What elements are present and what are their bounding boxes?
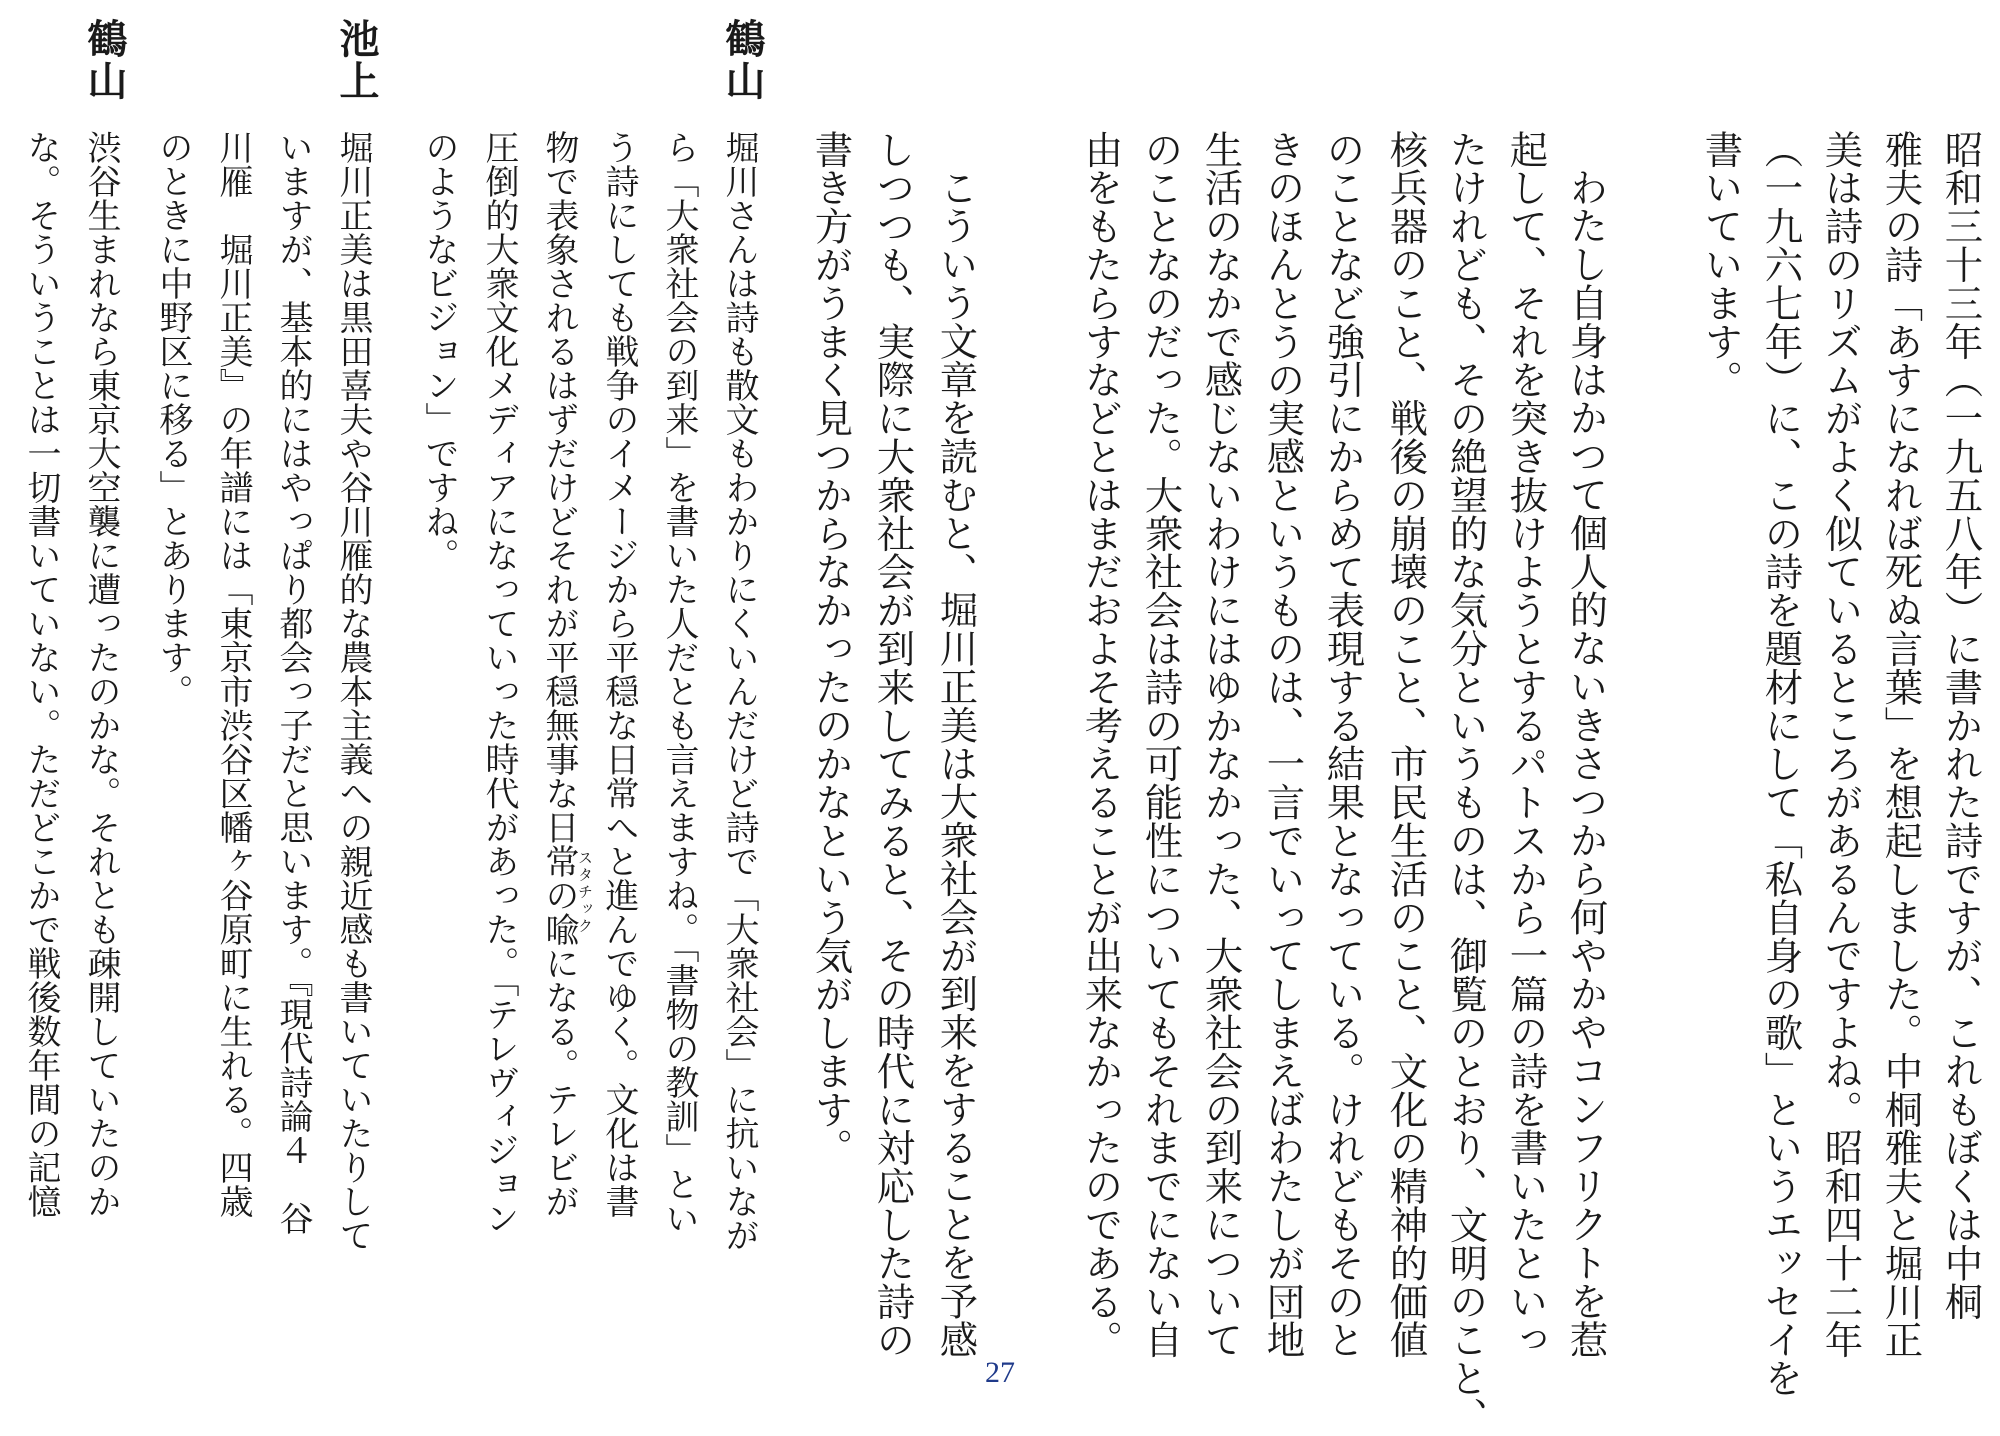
text-column: のときに中野区に移る」とあります。: [153, 130, 193, 708]
text-column: 堀川さんは詩も散文もわかりにくいんだけど詩で「大衆社会」に抗いなが: [719, 130, 759, 1252]
quote-column: のことなのだった。大衆社会は詩の可能性についてもそれまでにない自: [1137, 130, 1183, 1359]
text-column: な。そういうことは一切書いていない。ただどこかで戦後数年間の記憶: [21, 130, 61, 1218]
quote-column: 由をもたらすなどとはまだおよそ考えることが出来なかったのである。: [1077, 130, 1123, 1359]
quote-column: たけれども、その絶望的な気分というものは、御覧のとおり、文明のこと、: [1442, 130, 1488, 1436]
page-number: 27: [985, 1356, 1015, 1389]
text-column: しつつも、実際に大衆社会が到来してみると、その時代に対応した詩の: [869, 130, 915, 1359]
speaker-name: 池上: [333, 18, 379, 102]
speaker-name: 鶴山: [719, 18, 765, 102]
text-column: 渋谷生まれなら東京大空襲に遭ったのかな。それとも疎開していたのか: [81, 130, 121, 1218]
text-column: 圧倒的大衆文化メディアになっていった時代があった。「テレヴィジョン: [479, 130, 519, 1235]
text-column: （一九六七年）に、この詩を題材にして「私自身の歌」というエッセイを: [1757, 130, 1803, 1398]
quote-column: 核兵器のこと、戦後の崩壊のこと、市民生活のこと、文化の精神的価値: [1382, 130, 1428, 1359]
text-column: 堀川正美は黒田喜夫や谷川雁的な農本主義への親近感も書いていたりして: [333, 130, 373, 1252]
quote-column: わたし自身はかつて個人的ないきさつから何やかやコンフリクトを惹: [1562, 168, 1608, 1359]
text-column: いますが、基本的にはやっぱり都会っ子だと思います。『現代詩論４ 谷: [273, 130, 313, 1235]
text-column: 物で表象されるはずだけどそれが平穏無事な日常の喩になる。テレビが: [539, 130, 579, 1218]
quote-column: 生活のなかで感じないわけにはゆかなかった、大衆社会の到来について: [1197, 130, 1243, 1359]
ruby-annotation: スタチック: [576, 850, 594, 935]
quote-column: のことなど強引にからめて表現する結果となっている。けれどもそのと: [1319, 130, 1365, 1359]
text-column: 美は詩のリズムがよく似ているところがあるんですよね。昭和四十二年: [1817, 130, 1863, 1359]
quote-column: 起して、それを突き抜けようとするパトスから一篇の詩を書いたといっ: [1502, 130, 1548, 1359]
text-column: こういう文章を読むと、堀川正美は大衆社会が到来をすることを予感: [932, 168, 978, 1359]
text-column: ら「大衆社会の到来」を書いた人だとも言えますね。「書物の教訓」とい: [659, 130, 699, 1235]
text-column: 昭和三十三年（一九五八年）に書かれた詩ですが、これもぼくは中桐: [1937, 130, 1983, 1321]
text-column: 川雁 堀川正美』の年譜には「東京市渋谷区幡ヶ谷原町に生れる。四歳: [213, 130, 253, 1218]
speaker-name: 鶴山: [81, 18, 127, 102]
text-column: 雅夫の詩「あすになれば死ぬ言葉」を想起しました。中桐雅夫と堀川正: [1877, 130, 1923, 1359]
text-column: のようなビジョン」ですね。: [419, 130, 459, 572]
text-column: 書き方がうまく見つからなかったのかなという気がします。: [807, 130, 853, 1167]
text-column: 書いています。: [1697, 130, 1743, 399]
text-column: う詩にしても戦争のイメージから平穏な日常へと進んでゆく。文化は書: [599, 130, 639, 1218]
quote-column: きのほんとうの実感というものは、一言でいってしまえばわたしが団地: [1259, 130, 1305, 1359]
